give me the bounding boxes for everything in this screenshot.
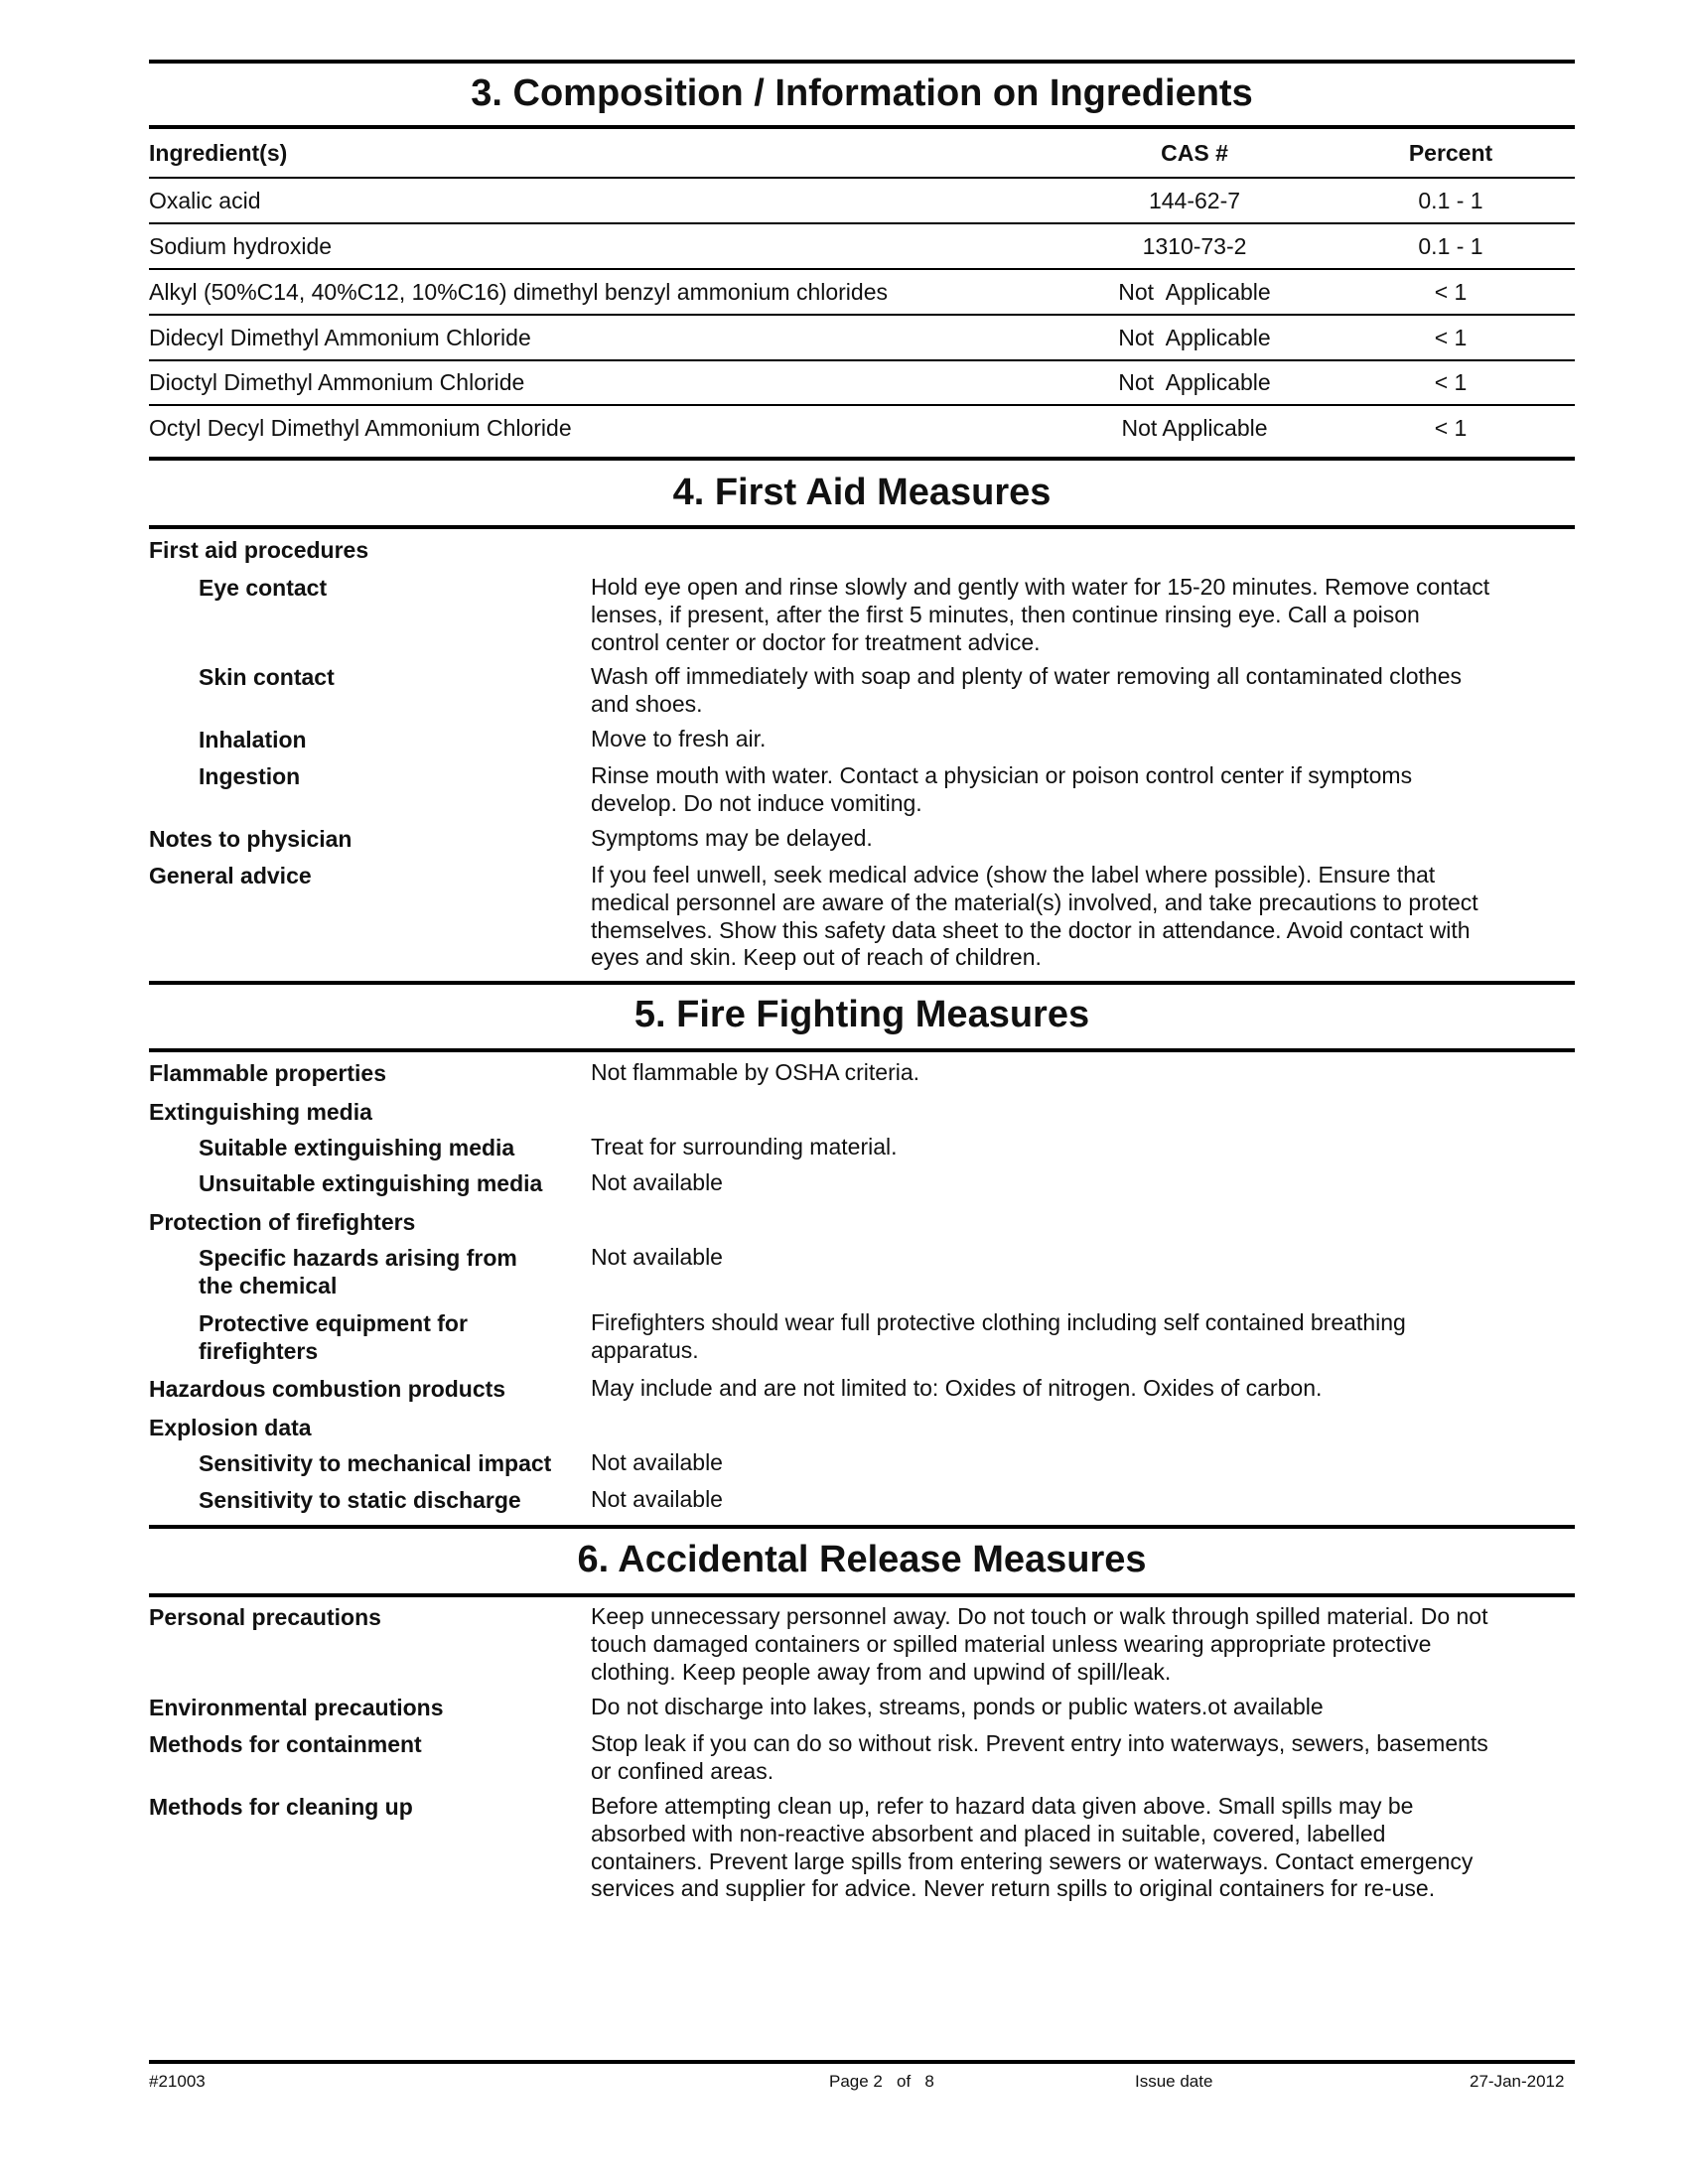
item-label: Environmental precautions	[149, 1695, 444, 1720]
value-line: Rinse mouth with water. Contact a physician or poison control center if symptoms	[591, 762, 1413, 788]
item-value	[591, 862, 1584, 972]
ingredient-cell: Octyl Decyl Dimethyl Ammonium Chloride	[149, 415, 572, 441]
value-line: Firefighters should wear full protective clothing including self contained breathing	[591, 1309, 1406, 1335]
item-label: Flammable properties	[149, 1060, 387, 1086]
item-value	[591, 1486, 1584, 1514]
value-line: Wash off immediately with soap and plenty of water removing all contaminated clothes	[591, 663, 1462, 689]
item-label: Methods for cleaning up	[149, 1794, 413, 1820]
item-value	[591, 663, 1584, 719]
value-line: Not available	[591, 1486, 723, 1512]
item-label: Unsuitable extinguishing media	[199, 1170, 543, 1196]
value-line: lenses, if present, after the first 5 minutes, then continue rinsing eye. Call a poison	[591, 601, 1420, 627]
section-title-underline	[149, 1048, 1575, 1052]
value-line: Not available	[591, 1169, 723, 1195]
item-value	[591, 1169, 1584, 1197]
value-line: medical personnel are aware of the material(s) involved, and take precautions to protect	[591, 888, 1478, 915]
item-value	[591, 1603, 1584, 1686]
item-value	[591, 574, 1584, 656]
cas-cell: Not Applicable	[1118, 325, 1271, 350]
cas-cell: Not Applicable	[1118, 369, 1271, 395]
percent-header: Percent	[1408, 140, 1493, 166]
cas-header: CAS #	[1161, 140, 1228, 166]
value-line: Before attempting clean up, refer to hazard data given above. Small spills may be	[591, 1793, 1414, 1819]
item-label: Protection of firefighters	[149, 1209, 416, 1235]
section-6-title: 6. Accidental Release Measures	[577, 1539, 1147, 1580]
ingredient-cell: Dioctyl Dimethyl Ammonium Chloride	[149, 369, 525, 395]
value-line: Stop leak if you can do so without risk. Prevent entry into waterways, sewers, basements	[591, 1730, 1488, 1756]
cas-cell: 144-62-7	[1148, 188, 1241, 213]
item-label: Methods for containment	[149, 1731, 422, 1757]
value-line: eyes and skin. Keep out of reach of children.	[591, 944, 1042, 971]
value-line: Keep unnecessary personnel away. Do not touch or walk through spilled material. Do not	[591, 1603, 1488, 1629]
row-divider	[149, 404, 1575, 406]
value-line: If you feel unwell, seek medical advice (show the label where possible). Ensure that	[591, 862, 1436, 887]
value-line: Not available	[591, 1449, 723, 1475]
value-line: Move to fresh air.	[591, 726, 767, 751]
percent-cell: < 1	[1434, 415, 1468, 441]
percent-cell: < 1	[1434, 325, 1468, 350]
issue-date-label: Issue date	[1135, 2072, 1213, 2091]
item-label: Personal precautions	[149, 1604, 381, 1630]
issue-date: 27-Jan-2012	[1470, 2072, 1565, 2091]
value-line: Hold eye open and rinse slowly and gently with water for 15-20 minutes. Remove contact	[591, 574, 1490, 600]
item-label: Notes to physician	[149, 826, 352, 852]
section-divider	[149, 457, 1575, 461]
section-divider	[149, 1525, 1575, 1529]
ingredient-cell: Didecyl Dimethyl Ammonium Chloride	[149, 325, 531, 350]
ingredient-cell: Alkyl (50%C14, 40%C12, 10%C16) dimethyl benzyl ammonium chlorides	[149, 279, 888, 305]
table-header-rule	[149, 177, 1575, 179]
value-line: May include and are not limited to: Oxides of nitrogen. Oxides of carbon.	[591, 1375, 1323, 1401]
item-label: Sensitivity to static discharge	[199, 1487, 521, 1513]
value-line: containers. Prevent large spills from entering sewers or waterways. Contact emergency	[591, 1847, 1474, 1874]
row-divider	[149, 222, 1575, 224]
item-value	[591, 825, 1584, 853]
page-number: Page 2 of 8	[829, 2072, 934, 2091]
cas-cell: Not Applicable	[1118, 279, 1271, 305]
item-label: Suitable extinguishing media	[199, 1135, 515, 1160]
value-line: develop. Do not induce vomiting.	[591, 789, 922, 816]
item-label: Inhalation	[199, 727, 307, 752]
item-label: Explosion data	[149, 1415, 312, 1440]
value-line: control center or doctor for treatment advice.	[591, 628, 1041, 655]
item-label: Ingestion	[199, 763, 301, 789]
section-title-underline	[149, 1593, 1575, 1597]
item-label: Extinguishing media	[149, 1099, 372, 1125]
value-line: Not available	[591, 1244, 723, 1270]
ingredient-header: Ingredient(s)	[149, 140, 288, 166]
percent-cell: < 1	[1434, 279, 1468, 305]
cas-cell: Not Applicable	[1121, 415, 1268, 441]
value-line: Symptoms may be delayed.	[591, 825, 873, 851]
item-value	[591, 1309, 1584, 1365]
item-label: Eye contact	[199, 575, 328, 601]
item-value	[591, 1134, 1584, 1161]
item-label: Skin contact	[199, 664, 335, 690]
section-divider	[149, 60, 1575, 64]
ingredient-cell: Sodium hydroxide	[149, 233, 333, 259]
section-divider	[149, 981, 1575, 985]
value-line: apparatus.	[591, 1336, 699, 1363]
value-line: or confined areas.	[591, 1757, 774, 1784]
item-value	[591, 1059, 1584, 1087]
percent-cell: < 1	[1434, 369, 1468, 395]
value-line: Do not discharge into lakes, streams, ponds or public waters.ot available	[591, 1694, 1324, 1719]
item-value	[591, 1375, 1584, 1403]
value-line: clothing. Keep people away from and upwind of spill/leak.	[591, 1658, 1172, 1685]
item-value	[591, 1244, 1584, 1272]
value-line: absorbed with non-reactive absorbent and placed in suitable, covered, labelled	[591, 1820, 1386, 1846]
value-line: touch damaged containers or spilled material unless wearing appropriate protective	[591, 1630, 1432, 1657]
item-label: First aid procedures	[149, 537, 369, 563]
value-line: and shoes.	[591, 690, 703, 717]
value-line: Treat for surrounding material.	[591, 1134, 898, 1160]
footer-rule	[149, 2060, 1575, 2064]
item-label: General advice	[149, 863, 312, 888]
ingredient-cell: Oxalic acid	[149, 188, 261, 213]
section-title-underline	[149, 125, 1575, 129]
cas-cell: 1310-73-2	[1142, 233, 1247, 259]
percent-cell: 0.1 - 1	[1418, 188, 1483, 213]
section-3-title: 3. Composition / Information on Ingredients	[471, 72, 1253, 114]
item-value	[591, 1793, 1584, 1903]
item-value	[591, 762, 1584, 818]
section-5-title: 5. Fire Fighting Measures	[633, 994, 1090, 1035]
section-4-title: 4. First Aid Measures	[672, 472, 1052, 513]
item-value	[591, 1730, 1584, 1786]
value-line: services and supplier for advice. Never return spills to original containers for re-use.	[591, 1875, 1436, 1902]
item-label: Sensitivity to mechanical impact	[199, 1450, 552, 1476]
percent-cell: 0.1 - 1	[1418, 233, 1483, 259]
item-value	[591, 1449, 1584, 1477]
item-value	[591, 726, 1584, 753]
section-title-underline	[149, 525, 1575, 529]
row-divider	[149, 359, 1575, 361]
item-label: Specific hazards arising from the chemical	[199, 1245, 517, 1298]
value-line: Not flammable by OSHA criteria.	[591, 1059, 920, 1085]
document-number: #21003	[149, 2072, 206, 2091]
item-label: Hazardous combustion products	[149, 1376, 506, 1402]
value-line: themselves. Show this safety data sheet to the doctor in attendance. Avoid contact with	[591, 916, 1471, 943]
row-divider	[149, 268, 1575, 270]
item-value	[591, 1694, 1584, 1721]
item-label: Protective equipment for firefighters	[199, 1310, 468, 1364]
row-divider	[149, 314, 1575, 316]
